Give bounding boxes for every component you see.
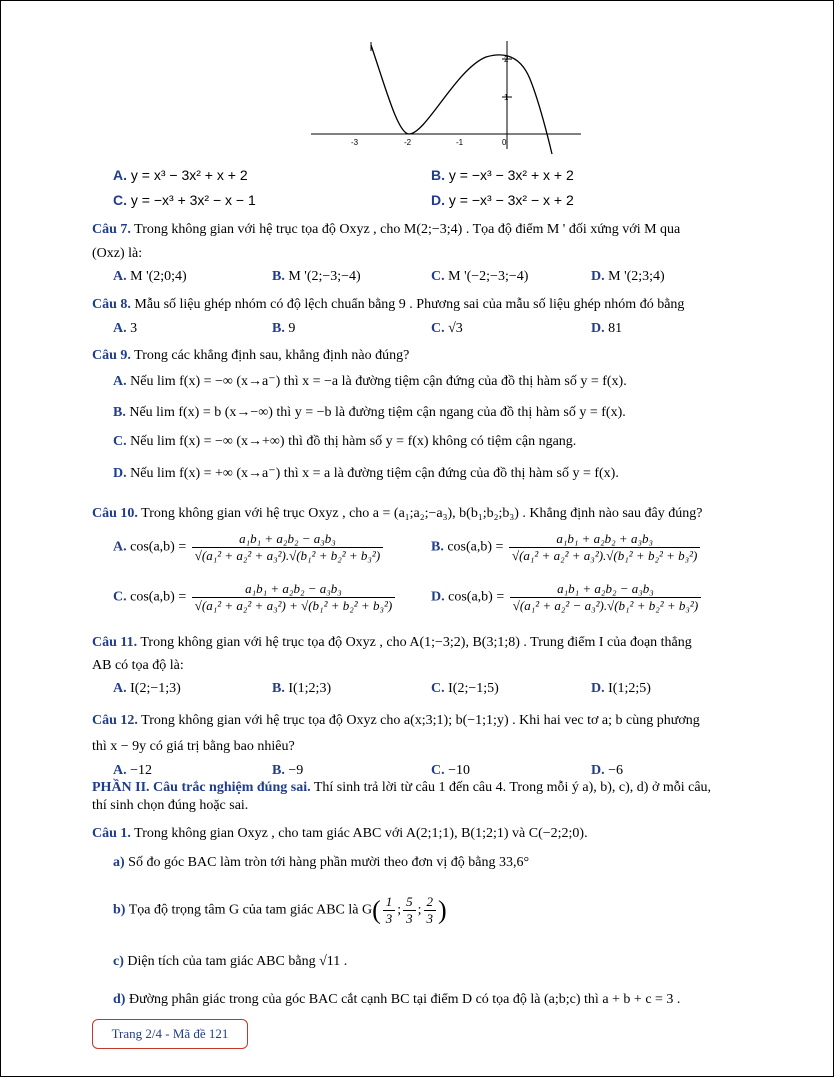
part2-heading: PHẦN II. Câu trắc nghiệm đúng sai. Thí sinh trả lời từ câu 1 đến câu 4. Trong mỗi ý a), b), c), d) ở mỗi câu,: [92, 780, 712, 795]
x-tick: -1: [456, 138, 464, 147]
x-tick: 0: [502, 138, 507, 147]
q7-option-d: M '(2;3;4): [608, 269, 665, 284]
q10-option-d: D. cos(a,b) = $\frac{\text{a₁b₁ + a₂b₂ − a₃b₃}}{\text{√(a₁² + a₂² − a₃²).√(b₁² + b₂² + b₃²)}}$: [431, 581, 703, 614]
q12-option-a: −12: [130, 763, 153, 778]
q8-option-d: 81: [608, 321, 623, 336]
q11-option-d: I(1;2;5): [608, 681, 651, 696]
p2q1-text: Trong không gian Oxyz , cho tam giác ABC với A(2;1;1), B(1;2;1) và C(−2;2;0).: [134, 826, 588, 841]
p2q1-item-b: b) Tọa độ trọng tâm G của tam giác ABC là G( $\frac{1}{3}$ ; $\frac{5}{3}$ ; $\frac{2}{3}$ ): [113, 894, 447, 926]
y-tick: 2: [504, 55, 509, 64]
q9-option-d: Nếu lim f(x) = +∞ (x→a⁻) thì x = a là đường tiệm cận đứng của đồ thị hàm số y = f(x).: [130, 466, 619, 481]
cubic-graph: [306, 39, 586, 159]
exam-page: -3 -2 -1 0 1 2 A. y = x³ − 3x² + x + 2 B. y = −x³ − 3x² + x + 2 C. y = −x³ + 3x² − x − 1 D. y = −x³ − 3x² − x + 2 Câu 7. Trong không gian với hệ trục tọa độ Oxyz , cho M(2;−3;4) . Tọa độ điểm M ' đối xứng với M qua (Oxz) là: A. M '(2;0;4) B. M '(2;−3;−4) C. M '(−2;−3;−4) D. M '(2;3;4) Câu 8. Mẫu số liệu ghép nhóm có độ lệch chuẩn bằng 9 . Phương sai của mẫu số liệu ghép nhóm đó bằng A. 3 B. 9 C. √3 D. 81 Câu 9. Trong các khẳng định sau, khẳng định nào đúng? A. Nếu lim f(x) = −∞ (x→a⁻) thì x = −a là đường tiệm cận đứng của đồ thị hàm số y = f(x). B. Nếu lim f(x) = b (x→−∞) thì y = −b là đường tiệm cận ngang của đồ thị hàm số y = f(x). C. Nếu lim f(x) = −∞ (x→+∞) thì đồ thị hàm số y = f(x) không có tiệm cận ngang. D. Nếu lim f(x) = +∞ (x→a⁻) thì x = a là đường tiệm cận đứng của đồ thị hàm số y = f(x). Câu 10. Trong không gian với hệ trục Oxyz , cho a = (a₁;a₂;−a₃), b(b₁;b₂;b₃) . Khẳng định nào sau đây đúng? A. cos(a,b) = $\frac{\text{a₁b₁ + a₂b₂ − a₃b₃}}{\text{√(a₁² + a₂² + a₃²).√(b₁² + b₂² + b₃²)}}$ B. cos(a,b) = $\frac{\text{a₁b₁ + a₂b₂ + a₃b₃}}{\text{√(a₁² + a₂² + a₃²).√(b₁² + b₂² + b₃²)}}$ C. cos(a,b) = $\frac{\text{a₁b₁ + a₂b₂ − a₃b₃}}{\text{√(a₁² + a₂² + a₃²) + √(b₁² + b₂² + b₃²)}}$ D. cos(a,b) = $\frac{\text{a₁b₁ + a₂b₂ − a₃b₃}}{\text{√(a₁² + a₂² − a₃²).√(b₁² + b₂² + b₃²)}}$ Câu 11. Trong không gian với hệ trục tọa độ Oxyz , cho A(1;−3;2), B(3;1;8) . Trung điểm I của đoạn thẳng AB có tọa độ là: A. I(2;−1;3) B. I(1;2;3) C. I(2;−1;5) D. I(1;2;5) Câu 12. Trong không gian với hệ trục tọa độ Oxyz cho a(x;3;1); b(−1;1;y) . Khi hai vec tơ a; b cùng phương thì x − 9y có giá trị bằng bao nhiêu? A. −12 B. −9 C. −10 D. −6 PHẦN II. Câu trắc nghiệm đúng sai. Thí sinh trả lời từ câu 1 đến câu 4. Trong mỗi ý a), b), c), d) ở mỗi câu, thí sinh chọn đúng hoặc sai. Câu 1. Trong không gian Oxyz , cho tam giác ABC với A(2;1;1), B(1;2;1) và C(−2;2;0). a) Số đo góc BAC làm tròn tới hàng phần mười theo đơn vị độ bằng 33,6° b) Tọa độ trọng tâm G của tam giác ABC là G( $\frac{1}{3}$ ; $\frac{5}{3}$ ; $\frac{2}{3}$ ) c) Diện tích của tam giác ABC bằng √11 . d) Đường phân giác trong của góc BAC cắt cạnh BC tại điểm D có tọa độ là (a;b;c) thì a + b + c = 3 . Trang 2/4 - Mã đề 121: [0, 0, 834, 1077]
q9-option-b: Nếu lim f(x) = b (x→−∞) thì y = −b là đường tiệm cận ngang của đồ thị hàm số y = f(x).: [129, 405, 626, 420]
q8-option-c: √3: [448, 321, 463, 336]
q11-text: Trong không gian với hệ trục tọa độ Oxyz , cho A(1;−3;2), B(3;1;8) . Trung điểm I của đoạn thẳng: [140, 635, 692, 650]
q7-option-a: M '(2;0;4): [130, 269, 187, 284]
q7-option-c: M '(−2;−3;−4): [448, 269, 529, 284]
q6-option-d: y = −x³ − 3x² − x + 2: [448, 192, 574, 208]
q9-option-c: Nếu lim f(x) = −∞ (x→+∞) thì đồ thị hàm số y = f(x) không có tiệm cận ngang.: [130, 434, 577, 449]
q7-text-2: (Oxz) là:: [92, 246, 143, 261]
q12-text-2: thì x − 9y có giá trị bằng bao nhiêu?: [92, 739, 295, 754]
p2q1-item-d: Đường phân giác trong của góc BAC cắt cạnh BC tại điểm D có tọa độ là (a;b;c) thì a + b + c = 3 .: [128, 992, 681, 1007]
q12-text: Trong không gian với hệ trục tọa độ Oxyz cho a(x;3;1); b(−1;1;y) . Khi hai vec tơ a; b cùng phương: [141, 713, 700, 728]
q12-option-b: −9: [288, 763, 304, 778]
q11-option-b: I(1;2;3): [288, 681, 332, 696]
q11-option-a: I(2;−1;3): [130, 681, 181, 696]
x-tick: -2: [404, 138, 412, 147]
q7-text: Trong không gian với hệ trục tọa độ Oxyz , cho M(2;−3;4) . Tọa độ điểm M ' đối xứng với M qua: [134, 222, 681, 237]
q9-option-a: Nếu lim f(x) = −∞ (x→a⁻) thì x = −a là đường tiệm cận đứng của đồ thị hàm số y = f(x).: [130, 374, 627, 389]
q10-option-a: A. cos(a,b) = $\frac{\text{a₁b₁ + a₂b₂ − a₃b₃}}{\text{√(a₁² + a₂² + a₃²).√(b₁² + b₂² + b₃²)}}$: [113, 531, 385, 564]
q12-option-c: −10: [448, 763, 471, 778]
q8-option-a: 3: [130, 321, 138, 336]
q9-text: Trong các khẳng định sau, khẳng định nào đúng?: [134, 348, 410, 363]
y-tick: 1: [504, 93, 509, 102]
q10-option-c: C. cos(a,b) = $\frac{\text{a₁b₁ + a₂b₂ − a₃b₃}}{\text{√(a₁² + a₂² + a₃²) + √(b₁² + b₂² + b₃²)}}$: [113, 581, 397, 614]
q12-option-d: −6: [608, 763, 624, 778]
x-tick: -3: [351, 138, 359, 147]
part2-heading-2: thí sinh chọn đúng hoặc sai.: [92, 798, 249, 813]
q6-option-a: y = x³ − 3x² + x + 2: [130, 167, 248, 183]
q10-option-b: B. cos(a,b) = $\frac{\text{a₁b₁ + a₂b₂ + a₃b₃}}{\text{√(a₁² + a₂² + a₃²).√(b₁² + b₂² + b₃²)}}$: [431, 531, 702, 564]
q7-option-b: M '(2;−3;−4): [288, 269, 361, 284]
q6-option-c: y = −x³ + 3x² − x − 1: [130, 192, 256, 208]
q11-option-c: I(2;−1;5): [448, 681, 499, 696]
page-footer: Trang 2/4 - Mã đề 121: [92, 1019, 248, 1049]
q8-option-b: 9: [288, 321, 296, 336]
q11-text-2: AB có tọa độ là:: [92, 658, 184, 673]
q10-text: Trong không gian với hệ trục Oxyz , cho a = (a₁;a₂;−a₃), b(b₁;b₂;b₃) . Khẳng định nào sau đây đúng?: [141, 506, 703, 521]
p2q1-item-a: Số đo góc BAC làm tròn tới hàng phần mười theo đơn vị độ bằng 33,6°: [128, 855, 530, 870]
q6-option-b: y = −x³ − 3x² + x + 2: [448, 167, 574, 183]
p2q1-item-c: Diện tích của tam giác ABC bằng √11 .: [127, 954, 348, 969]
q8-text: Mẫu số liệu ghép nhóm có độ lệch chuẩn bằng 9 . Phương sai của mẫu số liệu ghép nhóm đó bằng: [134, 297, 685, 312]
